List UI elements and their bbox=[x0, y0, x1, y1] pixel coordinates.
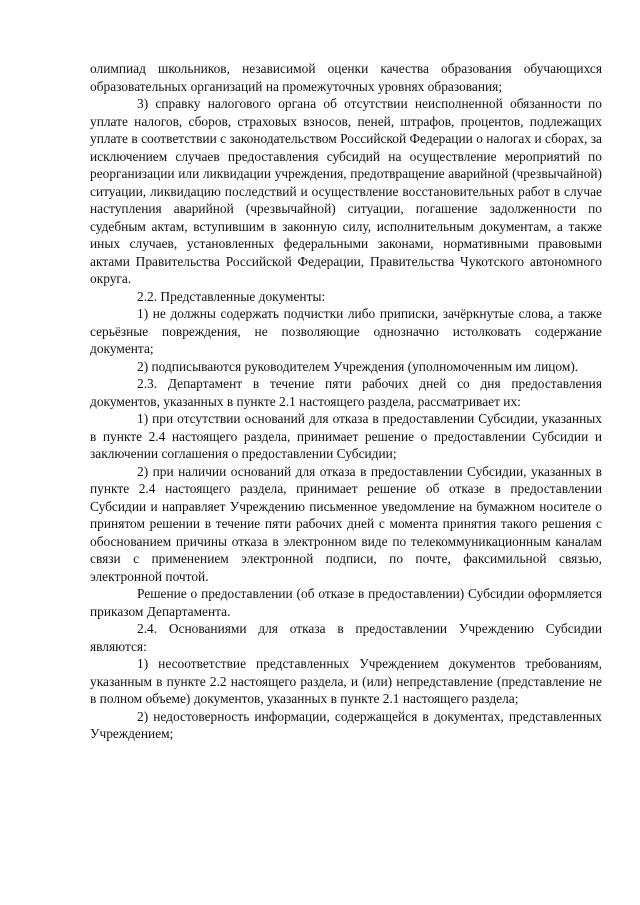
paragraph-2-3-item-1: 1) при отсутствии оснований для отказа в предоставлении Субсидии, указанных в пункте 2.4 настоящего раздела, принимает решение о предоставлении Субсидии и заключении соглашения о предоставлении Субсидии; bbox=[90, 411, 602, 461]
paragraph-continuation: олимпиад школьников, независимой оценки качества образования обучающихся образовательных организаций на промежуточных уровнях образования; bbox=[90, 61, 602, 94]
document-page bbox=[90, 60, 602, 743]
paragraph-section-2-4: 2.4. Основаниями для отказа в предоставлении Учреждению Субсидии являются: bbox=[90, 621, 602, 654]
paragraph-2-2-item-1: 1) не должны содержать подчистки либо приписки, зачёркнутые слова, а также серьёзные повреждения, не позволяющие однозначно истолковать содержание документа; bbox=[90, 306, 602, 356]
paragraph-2-4-item-1: 1) несоответствие представленных Учреждением документов требованиям, указанным в пункте 2.2 настоящего раздела, и (или) непредставление (представление не в полном объеме) документов, указанных в пункте 2.1 настоящего раздела; bbox=[90, 656, 602, 706]
paragraph-section-2-3: 2.3. Департамент в течение пяти рабочих дней со дня предоставления документов, указанных в пункте 2.1 настоящего раздела, рассматривает их: bbox=[90, 376, 602, 409]
paragraph-item-3-tax-certificate: 3) справку налогового органа об отсутствии неисполненной обязанности по уплате налогов, сборов, страховых взносов, пеней, штрафов, процентов, подлежащих уплате в соответствии с законодательством Российской Федерации о налогах и сборах, за исключением случаев предоставления субсидий на осуществление мероприятий по реорганизации или ликвидации учреждения, предотвращение аварийной (чрезвычайной) ситуации, ликвидацию последствий и осуществление восстановительных работ в случае наступления аварийной (чрезвычайной) ситуации, погашение задолженности по судебным актам, вступившим в законную силу, исполнительным документам, а также иных случаев, установленных федеральными законами, нормативными правовыми актами Правительства Российской Федерации, Правительства Чукотского автономного округа. bbox=[90, 96, 602, 286]
paragraph-section-2-2: 2.2. Представленные документы: bbox=[137, 288, 326, 304]
paragraph-2-4-item-2: 2) недостоверность информации, содержащейся в документах, представленных Учреждением; bbox=[90, 708, 602, 741]
paragraph-decision: Решение о предоставлении (об отказе в предоставлении) Субсидии оформляется приказом Департамента. bbox=[90, 586, 602, 619]
paragraph-2-2-item-2: 2) подписываются руководителем Учреждения (уполномоченным им лицом). bbox=[137, 358, 579, 374]
paragraph-2-3-item-2: 2) при наличии оснований для отказа в предоставлении Субсидии, указанных в пункте 2.4 настоящего раздела, принимает решение об отказе в предоставлении Субсидии и направляет Учреждению письменное уведомление на бумажном носителе о принятом решении в течение пяти рабочих дней с момента принятия такого решения с обоснованием причины отказа в электронном виде по телекоммуникационным каналам связи с применением электронной подписи, по почте, факсимильной связью, электронной почтой. bbox=[90, 463, 602, 584]
